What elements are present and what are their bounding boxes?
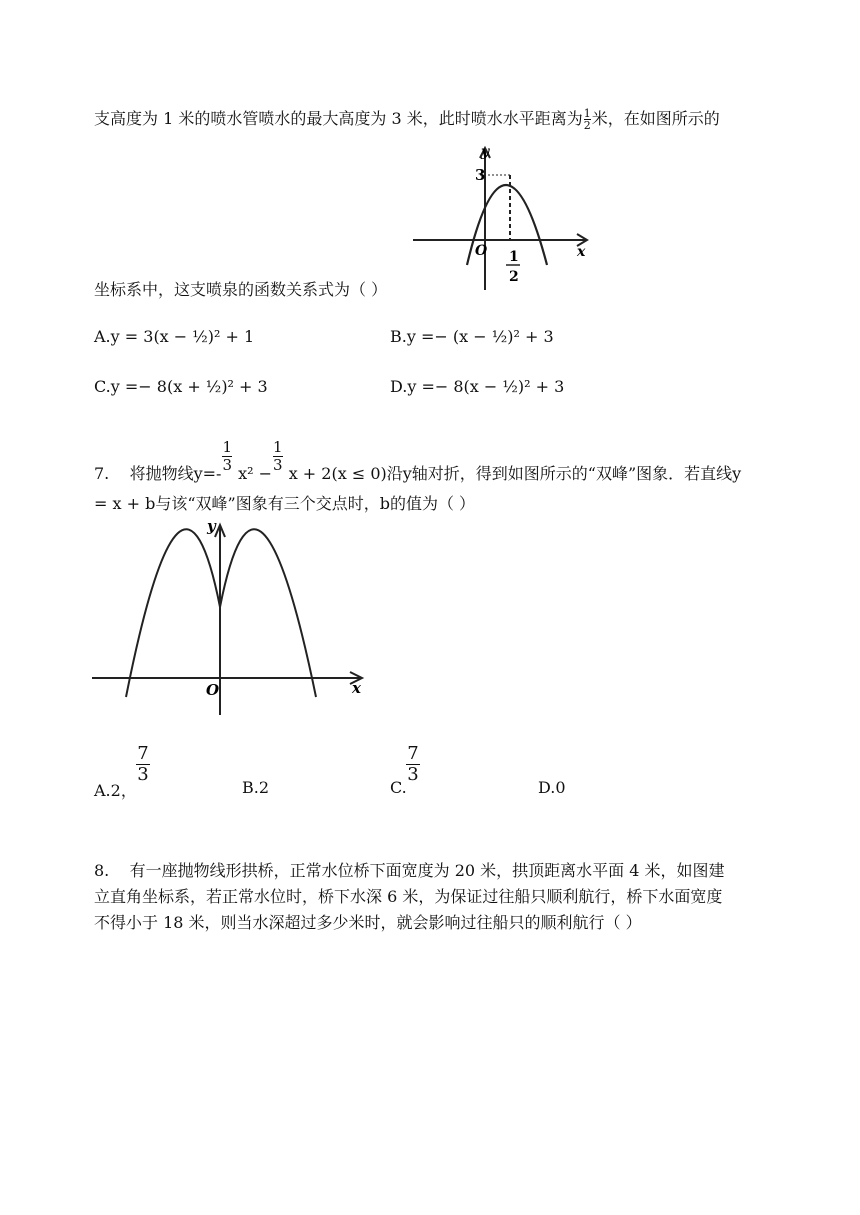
q7-option-c-fraction: 7 3 [407, 743, 419, 785]
q6-peak-label: 3 [475, 166, 486, 184]
q7-fraction-1: $\frac{1}{3}$ [222, 438, 233, 474]
q6-parabola-figure [405, 140, 595, 295]
q7-option-d[interactable]: D.0 [538, 778, 566, 797]
q7-x-axis-label: x [352, 679, 361, 697]
q7-fraction-2: $\frac{1}{3}$ [273, 438, 283, 474]
q7-option-a-fraction: 7 3 [137, 743, 149, 785]
q8-text-line1: 8. 有一座抛物线形拱桥，正常水位桥下面宽度为 20 米，拱顶距离水平面 4 米，如图建 [94, 861, 725, 880]
q6-option-c[interactable]: C.y =− 8(x + ½)² + 3 [94, 377, 268, 396]
q6-half-fraction: $\frac{1}{2}$ [583, 107, 591, 132]
q6-option-a[interactable]: A.y = 3(x − ½)² + 1 [94, 327, 255, 346]
q6-option-d[interactable]: D.y =− 8(x − ½)² + 3 [390, 377, 565, 396]
q7-option-b[interactable]: B.2 [242, 778, 270, 797]
q7-origin-label: O [206, 681, 220, 699]
q6-tick-denominator: 2 [509, 269, 519, 285]
q6-x-axis-label: x [577, 244, 586, 260]
q7-option-a[interactable]: A.2， [94, 781, 137, 800]
q7-option-c[interactable]: C. [390, 778, 407, 797]
q6-option-b[interactable]: B.y =− (x − ½)² + 3 [390, 327, 554, 346]
q6-tick-numerator: 1 [509, 249, 519, 265]
q7-text-line1: 7. 将抛物线y=- $\frac{1}{3}$ x² − $\frac{1}{3}$ x + 2(x ≤ 0)沿y轴对折，得到如图所示的“双峰”图象．若直线y [94, 438, 742, 483]
q7-double-peak-figure [90, 515, 370, 720]
q7-text-line2: = x + b与该“双峰”图象有三个交点时，b的值为（ ） [94, 494, 476, 513]
q6-text-line1: 支高度为 1 米的喷水管喷水的最大高度为 3 米，此时喷水水平距离为 $\frac{1}{2}$ 米，在如图所示的 [94, 107, 720, 132]
q6-text-line2: 坐标系中，这支喷泉的函数关系式为（ ） [94, 280, 388, 299]
q6-y-axis-label: y [481, 144, 490, 160]
q8-text-line3: 不得小于 18 米，则当水深超过多少米时，就会影响过往船只的顺利航行（ ） [94, 913, 642, 932]
q8-text-line2: 立直角坐标系，若正常水位时，桥下水深 6 米，为保证过往船只顺利航行，桥下水面宽度 [94, 887, 723, 906]
q7-y-axis-label: y [207, 517, 216, 535]
q6-origin-label: O [475, 243, 488, 259]
